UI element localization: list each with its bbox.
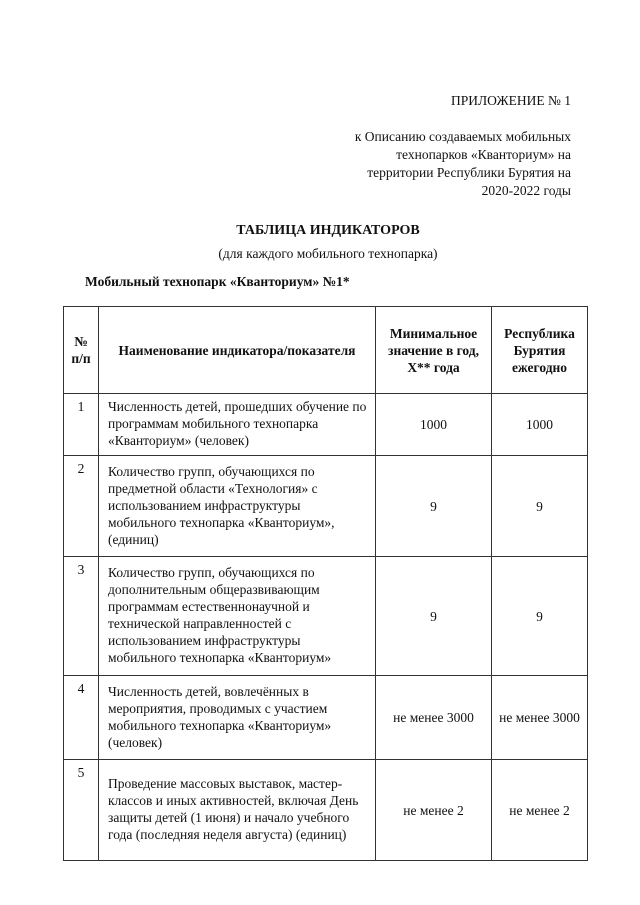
appendix-line: технопарков «Кванториум» на (396, 147, 571, 162)
table-row (64, 456, 588, 557)
row-region-value: 1000 (492, 394, 588, 456)
table-row (64, 394, 588, 456)
park-name: Мобильный технопарк «Кванториум» №1* (85, 274, 350, 289)
row-name: Численность детей, прошедших обучение по программам мобильного технопарка «Кванториум» (человек) (99, 394, 376, 456)
table-header-row (64, 307, 588, 394)
row-region-value: не менее 3000 (492, 676, 588, 760)
row-min-value: не менее 2 (376, 760, 492, 861)
appendix-line: к Описанию создаваемых мобильных (354, 129, 571, 144)
row-name: Количество групп, обучающихся по дополнительным общеразвивающим программам естественнонаучной и технической направленностей с использованием инфраструктуры мобильного технопарка «Кванториум» (99, 557, 376, 676)
appendix-line: 2020-2022 годы (481, 183, 571, 198)
row-num: 2 (64, 456, 99, 557)
appendix-title: ПРИЛОЖЕНИЕ № 1 (450, 93, 571, 108)
document-subtitle: (для каждого мобильного технопарка) (218, 246, 438, 261)
row-num: 1 (64, 394, 99, 456)
row-min-value: 1000 (376, 394, 492, 456)
header-min: Минимальное значение в год, Х** года (376, 307, 492, 394)
table-row (64, 676, 588, 760)
row-region-value: 9 (492, 557, 588, 676)
header-name: Наименование индикатора/показателя (99, 307, 376, 394)
row-region-value: 9 (492, 456, 588, 557)
row-region-value: не менее 2 (492, 760, 588, 861)
row-name: Количество групп, обучающихся по предметной области «Технология» с использованием инфраструктуры мобильного технопарка «Кванториум», (единиц) (99, 456, 376, 557)
row-min-value: 9 (376, 456, 492, 557)
row-num: 3 (64, 557, 99, 676)
appendix-header (355, 92, 571, 200)
indicators-table (63, 306, 588, 861)
row-min-value: не менее 3000 (376, 676, 492, 760)
document-title: ТАБЛИЦА ИНДИКАТОРОВ (236, 223, 420, 238)
appendix-line: территории Республики Бурятия на (367, 165, 571, 180)
table-row (64, 557, 588, 676)
row-name: Проведение массовых выставок, мастер- классов и иных активностей, включая День защиты детей (1 июня) и начало учебного года (последняя неделя августа) (единиц) (99, 760, 376, 861)
table-row (64, 760, 588, 861)
row-num: 5 (64, 760, 99, 861)
row-name: Численность детей, вовлечённых в мероприятия, проводимых с участием мобильного технопарка «Кванториум» (человек) (99, 676, 376, 760)
header-num: № п/п (64, 307, 99, 394)
row-min-value: 9 (376, 557, 492, 676)
header-region: Республика Бурятия ежегодно (492, 307, 588, 394)
row-num: 4 (64, 676, 99, 760)
